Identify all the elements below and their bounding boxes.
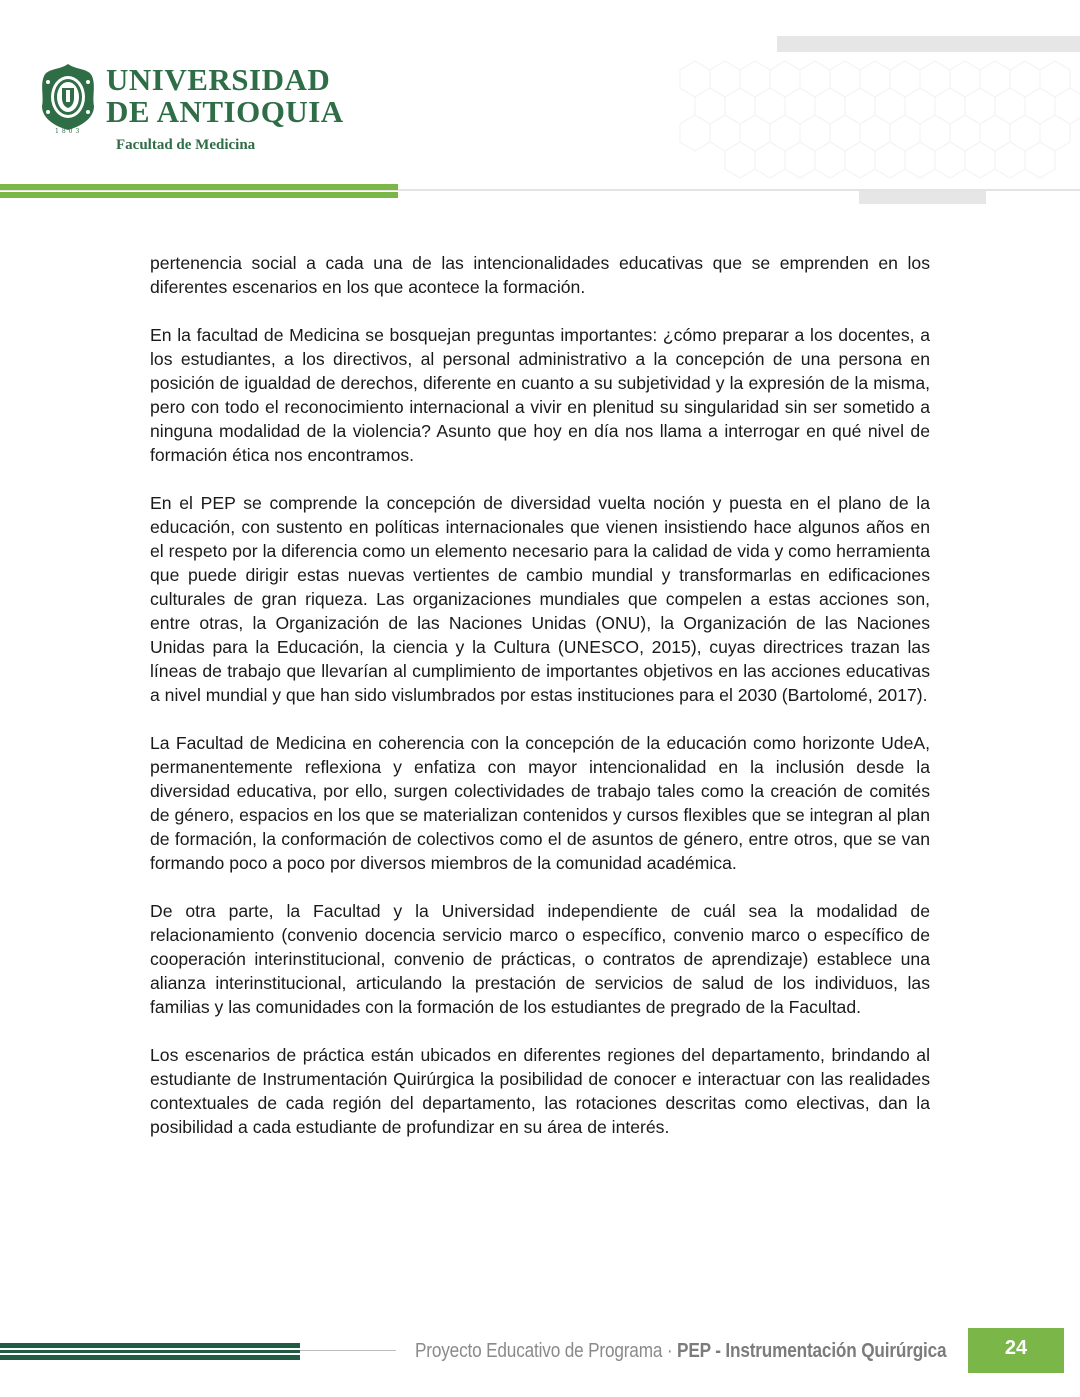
paragraph: La Facultad de Medicina en coherencia con la concepción de la educación como horizonte UdeA, permanentemente reflexiona y enfatiza con mayor intencionalidad en la inclusión desde la diversidad educativa, por ello, surgen colectividades de trabajo tales como la creación de comités de género, espacios en los que se materializan contenidos y cursos flexibles que se integran al plan de formación, la conformación de colectivos como el de asuntos de género, entre otros, que se van formando poco a poco por diversos miembros de la comunidad académica. [150, 733, 930, 873]
header-gray-bar [777, 36, 1080, 52]
footer-divider [300, 1350, 396, 1351]
header-green-stripe [0, 192, 398, 198]
paragraph: En la facultad de Medicina se bosquejan preguntas importantes: ¿cómo preparar a los docentes, a los estudiantes, a los directivos, al personal administrativo a la concepción de una persona en posición de igualdad de derechos, diferente en cuanto a su subjetividad y la expresión de la misma, pero con todo el reconocimiento internacional a vivir en plenitud su singularidad sin ser sometido a ninguna modalidad de la violencia? Asunto que hoy en día nos llama a interrogar en qué nivel de formación ética nos encontramos. [150, 325, 930, 465]
faculty-name: Facultad de Medicina [116, 137, 256, 153]
university-name [106, 64, 344, 128]
footer-stripe [0, 1350, 300, 1353]
page-number: 24 [968, 1328, 1064, 1373]
header-gray-tab [859, 191, 986, 204]
university-name-line1: UNIVERSIDAD [106, 62, 331, 97]
header-green-stripe [0, 184, 398, 190]
footer-title [415, 1340, 946, 1363]
seal-year: 1803 [55, 128, 83, 135]
paragraph: Los escenarios de práctica están ubicados en diferentes regiones del departamento, brindando al estudiante de Instrumentación Quirúrgica la posibilidad de conocer e interactuar con las realidades contextuales de cada región del departamento, las rotaciones descritas como electivas, dan la posibilidad a cada estudiante de profundizar en su área de interés. [150, 1045, 930, 1137]
paragraph: De otra parte, la Facultad y la Universidad independiente de cuál sea la modalidad de relacionamiento (convenio docencia servicio marco o específico, convenio marco o específico de cooperación interinstitucional, convenio de prácticas, o contratos de aprendizaje) establece una alianza interinstitucional, articulando la prestación de servicios de salud de los individuos, las familias y las comunidades con la formación de los estudiantes de pregrado de la Facultad. [150, 901, 930, 1017]
footer-stripe [0, 1343, 300, 1348]
footer-doc-title: Proyecto Educativo de Programa · [415, 1340, 678, 1362]
paragraph: pertenencia social a cada una de las intencionalidades educativas que se emprenden en los diferentes escenarios en los que acontece la formación. [150, 253, 930, 297]
document-body [150, 251, 930, 1163]
footer-program: PEP - Instrumentación Quirúrgica [677, 1340, 947, 1362]
hexagon-pattern-decoration [640, 30, 1080, 200]
footer-stripe [0, 1355, 300, 1360]
university-seal-icon [40, 62, 96, 132]
paragraph: En el PEP se comprende la concepción de diversidad vuelta noción y puesta en el plano de la educación, con sustento en políticas internacionales que vienen insistiendo hace algunos años en el respeto por la diferencia como un elemento necesario para la calidad de vida y como herramienta que puede dirigir estas nuevas vertientes de cambio mundial y transformarlas en edificaciones culturales de gran riqueza. Las organizaciones mundiales que compelen a estas acciones son, entre otras, la Organización de las Naciones Unidas (ONU), la Organización de las Naciones Unidas para la Educación, la ciencia y la Cultura (UNESCO, 2015), cuyas directrices trazan las líneas de trabajo que llevarían al cumplimiento de importantes objetivos en las acciones educativas a nivel mundial y que han sido vislumbrados por estas instituciones para el 2030 (Bartolomé, 2017). [150, 493, 930, 705]
university-name-line2: DE ANTIOQUIA [106, 94, 344, 129]
